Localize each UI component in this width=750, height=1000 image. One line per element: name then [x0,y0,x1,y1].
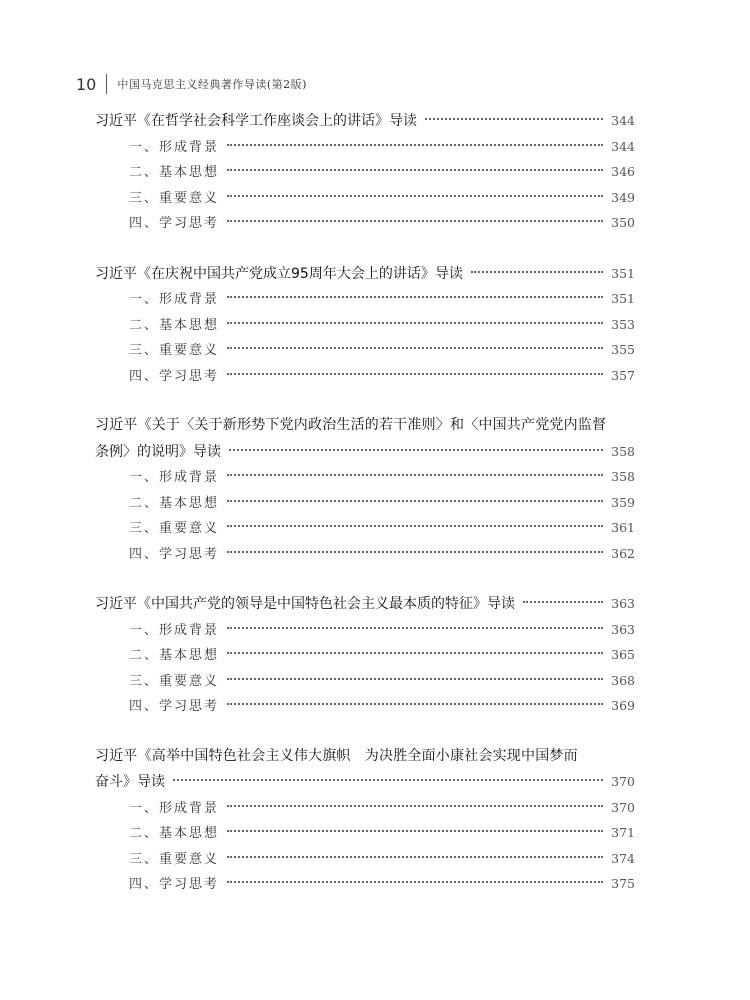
toc-entry-main[interactable] [95,769,635,795]
toc-entry-title-line[interactable]: 习近平《关于〈关于新形势下党内政治生活的若干准则〉和〈中国共产党党内监督 [95,417,607,433]
toc-sub-label: 三、重要意义 [129,673,220,689]
table-of-contents [95,108,635,922]
dot-leader [227,220,603,222]
dot-leader [227,551,603,553]
toc-entry-sub[interactable] [95,846,635,872]
toc-sub-label: 四、学习思考 [129,699,220,714]
dot-leader [227,881,603,883]
dot-leader [227,703,603,705]
running-header [76,72,307,96]
toc-entry-sub[interactable] [95,363,635,389]
dot-leader [227,856,603,858]
toc-sub-label: 三、重要意义 [129,190,220,206]
toc-entry-page: 363 [611,596,635,611]
dot-leader [173,779,603,781]
toc-entry-sub[interactable] [95,464,635,490]
dot-leader [227,627,603,629]
dot-leader [227,652,603,654]
toc-sub-label: 一、形成背景 [129,139,220,155]
toc-entry-page: 351 [611,265,635,281]
dot-leader [227,144,603,146]
dot-leader [227,373,603,375]
toc-sub-page: 358 [611,469,635,484]
toc-sub-page: 370 [611,799,635,815]
toc-entry-sub[interactable] [95,668,635,694]
dot-leader [229,449,603,451]
toc-entry-title-line: 条例〉的说明》导读 [95,443,221,460]
toc-entry-main[interactable] [95,108,635,134]
toc-sub-label: 二、基本思想 [129,826,220,841]
dot-leader [227,500,603,502]
toc-entry-sub[interactable] [95,490,635,516]
toc-sub-page: 371 [611,825,635,840]
dot-leader [227,830,603,832]
toc-entry-main[interactable] [95,439,635,465]
toc-sub-page: 374 [611,850,635,866]
dot-leader [227,678,603,680]
toc-sub-label: 三、重要意义 [129,851,220,867]
toc-sub-page: 361 [611,520,635,535]
toc-entry-sub[interactable] [95,871,635,897]
toc-sub-label: 三、重要意义 [129,343,220,358]
toc-sub-page: 362 [611,545,635,561]
toc-entry-sub[interactable] [95,159,635,185]
toc-entry-main[interactable] [95,591,635,617]
toc-entry-sub[interactable] [95,693,635,719]
toc-sub-page: 365 [611,647,635,662]
toc-sub-page: 344 [611,138,635,154]
toc-entry-main[interactable] [95,261,635,287]
toc-sub-page: 349 [611,189,635,205]
toc-sub-page: 346 [611,164,635,179]
page-number: 10 [76,74,97,94]
toc-entry-title: 习近平《在哲学社会科学工作座谈会上的讲话》导读 [95,113,417,129]
toc-sub-label: 四、学习思考 [129,546,220,562]
dot-leader [227,296,603,298]
toc-entry-page: 344 [611,113,635,128]
toc-entry-sub[interactable] [95,185,635,211]
toc-sub-page: 359 [611,494,635,510]
toc-section [95,261,635,389]
toc-sub-label: 三、重要意义 [129,521,220,536]
toc-section [95,744,635,897]
toc-sub-page: 357 [611,367,635,383]
toc-entry-sub[interactable] [95,541,635,567]
toc-sub-page: 369 [611,698,635,713]
dot-leader [227,169,603,171]
running-title: 中国马克思主义经典著作导读(第2版) [117,78,307,91]
dot-leader [227,805,603,807]
toc-sub-label: 一、形成背景 [129,292,220,307]
toc-entry-sub[interactable] [95,337,635,363]
toc-sub-page: 350 [611,215,635,230]
toc-sub-page: 363 [611,621,635,637]
toc-entry-sub[interactable] [95,515,635,541]
toc-sub-label: 二、基本思想 [129,317,220,333]
toc-section [95,108,635,236]
toc-entry-title-line: 奋斗》导读 [95,774,165,790]
toc-entry-sub[interactable] [95,312,635,338]
toc-section [95,591,635,719]
toc-sub-page: 353 [611,316,635,332]
dot-leader [425,118,603,120]
dot-leader [471,271,603,273]
toc-entry-title: 习近平《在庆祝中国共产党成立95周年大会上的讲话》导读 [95,265,463,282]
dot-leader [523,601,603,603]
toc-sub-label: 四、学习思考 [129,216,220,231]
dot-leader [227,322,603,324]
toc-sub-page: 351 [611,291,635,306]
toc-entry-sub[interactable] [95,286,635,312]
toc-entry-page: 358 [611,443,635,459]
toc-sub-page: 375 [611,876,635,891]
toc-entry-sub[interactable] [95,820,635,846]
toc-section [95,413,635,566]
toc-sub-label: 四、学习思考 [129,877,220,892]
toc-entry-sub[interactable] [95,210,635,236]
dot-leader [227,195,603,197]
dot-leader [227,347,603,349]
toc-entry-sub[interactable] [95,134,635,160]
toc-sub-label: 二、基本思想 [129,648,220,663]
toc-entry-sub[interactable] [95,642,635,668]
toc-entry-title: 习近平《中国共产党的领导是中国特色社会主义最本质的特征》导读 [95,596,515,612]
toc-entry-sub[interactable] [95,617,635,643]
toc-sub-page: 355 [611,342,635,357]
toc-entry-title-line[interactable]: 习近平《高举中国特色社会主义伟大旗帜 为决胜全面小康社会实现中国梦而 [95,747,578,764]
toc-sub-label: 二、基本思想 [129,495,220,511]
header-divider [106,74,107,94]
toc-sub-label: 一、形成背景 [129,470,220,485]
toc-sub-label: 一、形成背景 [129,800,220,816]
toc-sub-label: 四、学习思考 [129,368,220,384]
toc-sub-label: 二、基本思想 [129,165,220,180]
toc-entry-sub[interactable] [95,795,635,821]
toc-sub-label: 一、形成背景 [129,622,220,638]
toc-sub-page: 368 [611,672,635,688]
dot-leader [227,474,603,476]
toc-entry-page: 370 [611,774,635,789]
dot-leader [227,525,603,527]
